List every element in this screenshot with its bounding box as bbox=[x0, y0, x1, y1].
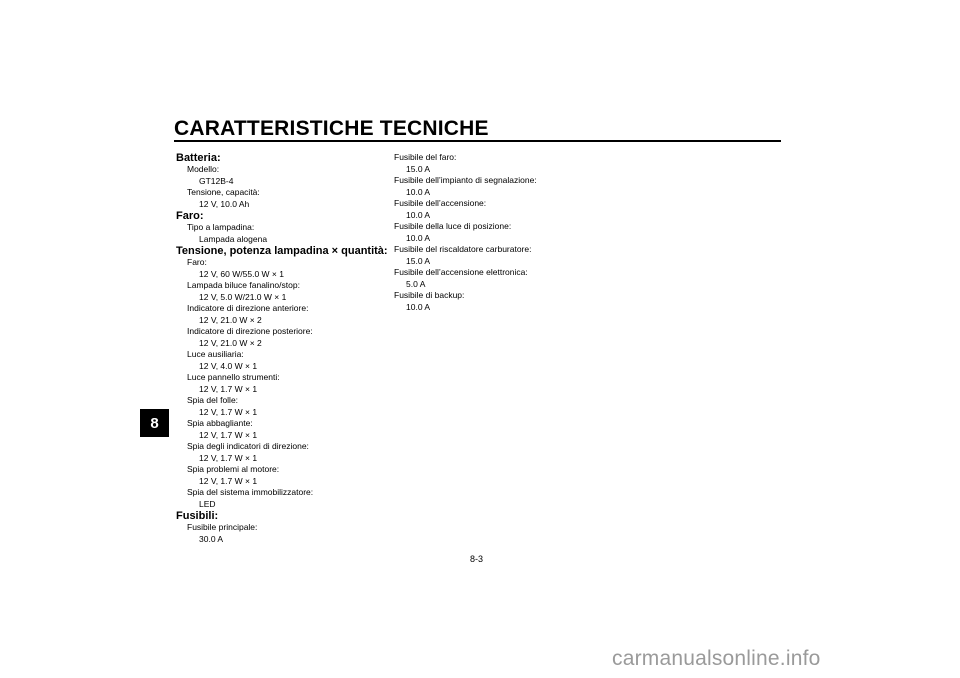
spec-label: Modello: bbox=[187, 164, 220, 174]
fuse-value: 15.0 A bbox=[406, 255, 431, 266]
spec-label: Indicatore di direzione posteriore: bbox=[187, 326, 313, 336]
spec-value: Lampada alogena bbox=[199, 233, 268, 244]
page-number: 8-3 bbox=[470, 554, 484, 564]
fuse-label: Fusibile di backup: bbox=[394, 290, 465, 300]
spec-label: Spia del sistema immobilizzatore: bbox=[187, 487, 314, 497]
spec-value: 12 V, 1.7 W × 1 bbox=[199, 475, 258, 486]
spec-value: 12 V, 60 W/55.0 W × 1 bbox=[199, 268, 284, 279]
fuse-value: 10.0 A bbox=[406, 209, 431, 220]
spec-label: Spia degli indicatori di direzione: bbox=[187, 441, 309, 451]
spec-label: Spia problemi al motore: bbox=[187, 464, 280, 474]
spec-label: Luce pannello strumenti: bbox=[187, 372, 280, 382]
spec-value: 12 V, 10.0 Ah bbox=[199, 198, 250, 209]
spec-value: 12 V, 1.7 W × 1 bbox=[199, 383, 258, 394]
spec-value: 12 V, 1.7 W × 1 bbox=[199, 406, 258, 417]
spec-label: Indicatore di direzione anteriore: bbox=[187, 303, 309, 313]
right-column bbox=[394, 152, 614, 313]
headlight-section bbox=[176, 210, 386, 245]
watermark: carmanualsonline.info bbox=[612, 647, 821, 670]
fuses-heading: Fusibili: bbox=[176, 510, 219, 522]
fuse-label: Fusibile dell’impianto di segnalazione: bbox=[394, 175, 537, 185]
spec-value: 12 V, 21.0 W × 2 bbox=[199, 314, 262, 325]
fuse-label: Fusibile dell’accensione elettronica: bbox=[394, 267, 528, 277]
spec-value: LED bbox=[199, 498, 216, 509]
left-column bbox=[176, 152, 386, 545]
fuse-label: Fusibile dell’accensione: bbox=[394, 198, 487, 208]
chapter-tab[interactable]: 8 bbox=[140, 409, 169, 437]
fuse-label: Fusibile del riscaldatore carburatore: bbox=[394, 244, 532, 254]
fuse-value: 10.0 A bbox=[406, 301, 431, 312]
spec-value: 30.0 A bbox=[199, 533, 224, 544]
spec-label: Lampada biluce fanalino/stop: bbox=[187, 280, 300, 290]
headlight-heading: Faro: bbox=[176, 210, 204, 222]
fuse-value: 10.0 A bbox=[406, 232, 431, 243]
spec-value: 12 V, 21.0 W × 2 bbox=[199, 337, 262, 348]
spec-value: 12 V, 5.0 W/21.0 W × 1 bbox=[199, 291, 287, 302]
spec-value: 12 V, 1.7 W × 1 bbox=[199, 429, 258, 440]
spec-label: Tensione, capacità: bbox=[187, 187, 260, 197]
title-underline bbox=[174, 140, 781, 142]
fuse-label: Fusibile della luce di posizione: bbox=[394, 221, 512, 231]
battery-section bbox=[176, 152, 386, 210]
page-title: CARATTERISTICHE TECNICHE bbox=[174, 117, 489, 140]
fuse-value: 15.0 A bbox=[406, 163, 431, 174]
fuse-value: 10.0 A bbox=[406, 186, 431, 197]
spec-label: Luce ausiliaria: bbox=[187, 349, 244, 359]
spec-value: 12 V, 4.0 W × 1 bbox=[199, 360, 258, 371]
bulbs-heading: Tensione, potenza lampadina × quantità: bbox=[176, 245, 388, 257]
spec-label: Spia abbagliante: bbox=[187, 418, 253, 428]
spec-label: Spia del folle: bbox=[187, 395, 239, 405]
spec-label: Tipo a lampadina: bbox=[187, 222, 255, 232]
fuse-value: 5.0 A bbox=[406, 278, 426, 289]
spec-value: 12 V, 1.7 W × 1 bbox=[199, 452, 258, 463]
fuses-section bbox=[176, 510, 386, 545]
bulbs-section bbox=[176, 245, 386, 510]
spec-label: Fusibile principale: bbox=[187, 522, 258, 532]
spec-label: Faro: bbox=[187, 257, 207, 267]
fuse-label: Fusibile del faro: bbox=[394, 152, 457, 162]
spec-value: GT12B-4 bbox=[199, 175, 234, 186]
battery-heading: Batteria: bbox=[176, 152, 221, 164]
